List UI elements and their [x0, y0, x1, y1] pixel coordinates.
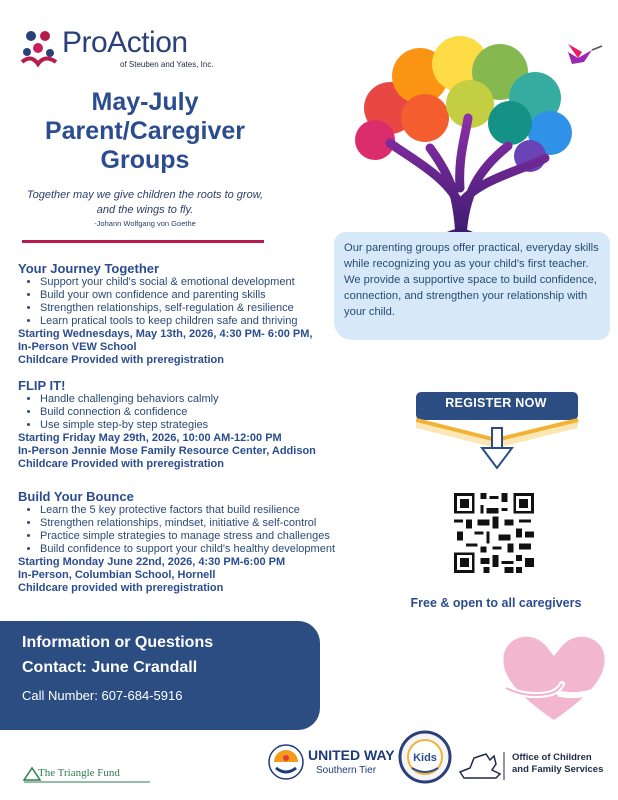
- page-title: [20, 88, 270, 175]
- svg-text:Kids: Kids: [413, 752, 437, 764]
- ny-state-logo-icon: [456, 748, 506, 782]
- logo-subtitle: of Steuben and Yates, Inc.: [120, 60, 214, 69]
- group-location: In-Person Jennie Mose Family Resource Center, Addison: [18, 445, 316, 457]
- tree-illustration-icon: [330, 28, 610, 248]
- group-childcare: Childcare Provided with preregistration: [18, 354, 224, 366]
- down-arrow-icon: [482, 428, 512, 468]
- list-item: • Practice simple strategies to manage stress and challenges: [40, 530, 335, 543]
- group-bullets: [18, 393, 316, 432]
- list-item: • Strengthen relationships, mindset, initiative & self-control: [40, 517, 335, 530]
- title-line-1: May-July: [91, 88, 199, 116]
- intro-bubble: Our parenting groups offer practical, everyday skills while recognizing you as your child's first teacher. We provide a supportive space to build confidence, connection, and strengthen your relationship with your child.: [334, 232, 610, 340]
- united-way-logo-icon: [268, 744, 304, 780]
- group-title: Your Journey Together: [18, 261, 160, 276]
- group-date: Starting Wednesdays, May 13th, 2026, 4:30 PM- 6:00 PM,: [18, 328, 313, 340]
- united-way-text: UNITED WAY: [308, 747, 395, 763]
- list-item: • Support your child's social & emotional development: [40, 276, 312, 289]
- free-open-text: Free & open to all caregivers: [410, 596, 582, 610]
- list-item: • Strengthen relationships, self-regulation & resilience: [40, 302, 312, 315]
- group-bullets: [18, 504, 335, 556]
- quote-author: -Johann Wolfgang von Goethe: [94, 219, 196, 228]
- info-phone[interactable]: Call Number: 607-684-5916: [22, 688, 183, 703]
- group-bullets: [18, 276, 312, 328]
- heart-hug-icon: [496, 628, 612, 728]
- list-item: • Build confidence to support your child's healthy development: [40, 543, 335, 556]
- group-childcare: Childcare Provided with preregistration: [18, 458, 224, 470]
- group-childcare: Childcare provided with preregistration: [18, 582, 224, 594]
- divider: [22, 240, 264, 243]
- triangle-fund-text: The Triangle Fund: [38, 767, 120, 779]
- group-your-journey-together: [18, 261, 312, 367]
- proaction-logo-icon: [18, 26, 60, 68]
- title-line-3: Groups: [100, 146, 190, 174]
- qr-code-icon[interactable]: [451, 490, 537, 576]
- group-location: In-Person, Columbian School, Hornell: [18, 569, 216, 581]
- group-flip-it: [18, 378, 316, 471]
- united-way-subtitle: Southern Tier: [316, 765, 377, 776]
- group-build-your-bounce: [18, 489, 335, 595]
- kids-on-track-logo-icon: [398, 730, 452, 784]
- group-location: In-Person VEW School: [18, 341, 137, 353]
- group-title: FLIP IT!: [18, 378, 66, 393]
- group-details: [18, 556, 335, 595]
- logo-name: ProAction: [62, 26, 188, 59]
- group-details: [18, 328, 312, 367]
- group-details: [18, 432, 316, 471]
- info-contact: Contact: June Crandall: [22, 659, 198, 676]
- info-heading: Information or Questions: [22, 634, 214, 651]
- ocfs-line-2: and Family Services: [512, 764, 604, 775]
- ocfs-line-1: Office of Children: [512, 752, 592, 763]
- group-title: Build Your Bounce: [18, 489, 134, 504]
- group-date: Starting Monday June 22nd, 2026, 4:30 PM-6:00 PM: [18, 556, 286, 568]
- list-item: • Use simple step-by step strategies: [40, 419, 316, 432]
- list-item: • Learn pratical tools to keep children safe and thriving: [40, 315, 312, 328]
- title-line-2: Parent/Caregiver: [44, 117, 246, 145]
- list-item: • Handle challenging behaviors calmly: [40, 393, 316, 406]
- quote: Together may we give children the roots to grow, and the wings to fly.: [26, 189, 264, 216]
- register-now-label[interactable]: REGISTER NOW: [445, 396, 547, 410]
- list-item: • Learn the 5 key protective factors that build resilience: [40, 504, 335, 517]
- list-item: • Build your own confidence and parenting skills: [40, 289, 312, 302]
- group-date: Starting Friday May 29th, 2026, 10:00 AM-12:00 PM: [18, 432, 282, 444]
- list-item: • Build connection & confidence: [40, 406, 316, 419]
